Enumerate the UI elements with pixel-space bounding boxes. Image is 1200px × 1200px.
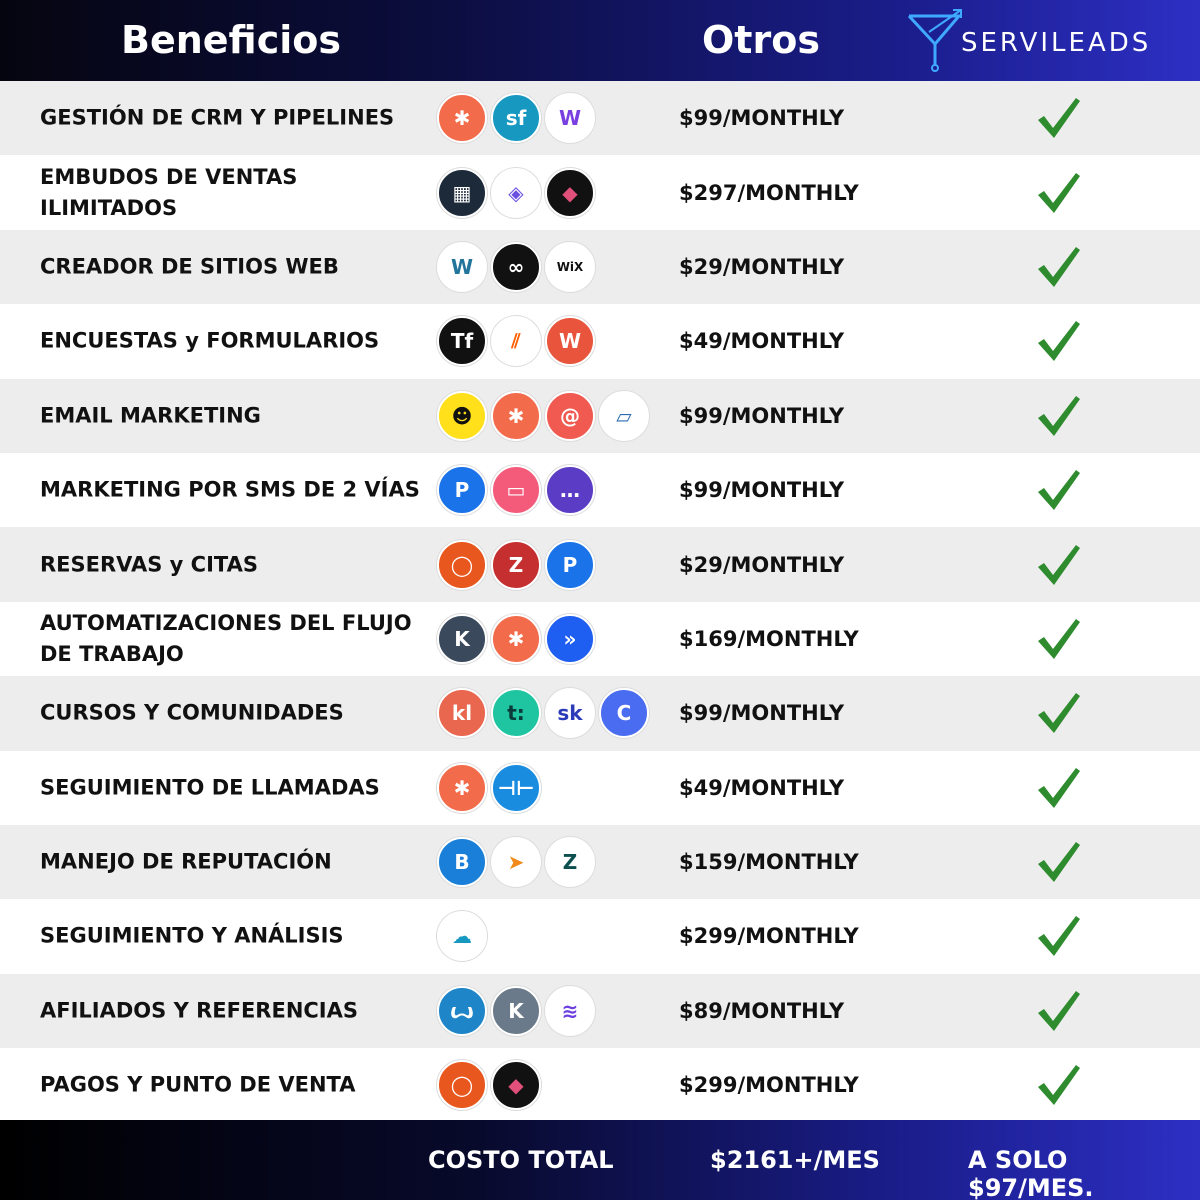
competitor-icons: [437, 465, 599, 515]
competitor-icons: [437, 837, 599, 887]
callrail-icon: ⊣⊢: [491, 763, 541, 813]
competitor-price: $49/MONTHLY: [679, 775, 845, 800]
benefit-label: EMBUDOS DE VENTAS ILIMITADOS: [40, 164, 298, 220]
competitor-price: $49/MONTHLY: [679, 329, 845, 354]
competitor-icons: [437, 168, 599, 218]
benefit-label: PAGOS Y PUNTO DE VENTA: [40, 1072, 356, 1097]
hubspot-icon: ✱: [437, 93, 487, 143]
competitor-icons: [437, 1060, 545, 1110]
table-row: [0, 304, 1200, 378]
check-icon: [1036, 468, 1082, 512]
check-icon: [1036, 96, 1082, 140]
benefit-label: SEGUIMIENTO Y ANÁLISIS: [40, 923, 344, 948]
activecampaign-arrow-icon: »: [545, 614, 595, 664]
funnel-logo-icon: [905, 8, 965, 74]
tapfiliate-icon: ꙍ: [437, 986, 487, 1036]
hubspot-icon: ✱: [491, 614, 541, 664]
competitor-price: $99/MONTHLY: [679, 478, 845, 503]
layers-icon: ◈: [491, 168, 541, 218]
podium-icon: P: [437, 465, 487, 515]
birdeye-icon: B: [437, 837, 487, 887]
promo-price: A SOLO $97/MES.: [968, 1146, 1094, 1200]
skool-icon: sk: [545, 688, 595, 738]
constant-contact-icon: @: [545, 391, 595, 441]
wordpress-icon: W: [437, 242, 487, 292]
competitor-icons: [437, 614, 599, 664]
competitor-price: $29/MONTHLY: [679, 254, 845, 279]
competitor-icons: [437, 316, 599, 366]
footer-bar: [0, 1120, 1200, 1200]
competitor-icons: [437, 93, 599, 143]
pipedrive-w-icon: W: [545, 93, 595, 143]
clickfunnels-icon: ▦: [437, 168, 487, 218]
competitor-icons: [437, 911, 491, 961]
benefit-label: GESTIÓN DE CRM Y PIPELINES: [40, 105, 395, 130]
table-row: [0, 230, 1200, 304]
benefit-label: AFILIADOS Y REFERENCIAS: [40, 998, 358, 1023]
competitor-price: $297/MONTHLY: [679, 180, 859, 205]
salesforce-cloud-icon: ☁: [437, 911, 487, 961]
competitor-price: $99/MONTHLY: [679, 403, 845, 428]
zoho-z-icon: Z: [491, 540, 541, 590]
check-icon: [1036, 394, 1082, 438]
servileads-logo: [905, 8, 1175, 74]
benefit-label: MANEJO DE REPUTACIÓN: [40, 849, 332, 874]
competitor-icons: [437, 763, 545, 813]
competitor-icons: [437, 540, 599, 590]
check-icon: [1036, 840, 1082, 884]
check-icon: [1036, 691, 1082, 735]
benefit-label: CURSOS Y COMUNIDADES: [40, 700, 344, 725]
mailchimp-icon: ☻: [437, 391, 487, 441]
activecampaign-icon: ▱: [599, 391, 649, 441]
column-title-others: Otros: [702, 18, 820, 62]
table-row: [0, 899, 1200, 973]
calendly-ring-icon: ◯: [437, 540, 487, 590]
table-row: [0, 1048, 1200, 1122]
check-icon: [1036, 543, 1082, 587]
competitor-icons: [437, 391, 653, 441]
benefit-label: ENCUESTAS y FORMULARIOS: [40, 328, 380, 353]
hubspot-icon: ✱: [437, 763, 487, 813]
table-row: [0, 676, 1200, 750]
competitor-icons: [437, 242, 599, 292]
header-bar: [0, 0, 1200, 81]
keap-icon: K: [437, 614, 487, 664]
typeform-icon: Tf: [437, 316, 487, 366]
table-row: [0, 527, 1200, 601]
check-icon: [1036, 617, 1082, 661]
total-cost-label: COSTO TOTAL: [428, 1146, 614, 1174]
table-row: [0, 81, 1200, 155]
hubspot-icon: ✱: [491, 391, 541, 441]
paper-plane-icon: ➤: [491, 837, 541, 887]
kajabi-icon: ◆: [545, 168, 595, 218]
salesforce-icon: sf: [491, 93, 541, 143]
check-icon: [1036, 171, 1082, 215]
wufoo-icon: W: [545, 316, 595, 366]
benefit-label: AUTOMATIZACIONES DEL FLUJO DE TRABAJO: [40, 610, 412, 666]
benefit-label: SEGUIMIENTO DE LLAMADAS: [40, 775, 380, 800]
check-icon: [1036, 245, 1082, 289]
benefit-label: EMAIL MARKETING: [40, 403, 261, 428]
competitor-price: $99/MONTHLY: [679, 106, 845, 131]
table-row: [0, 453, 1200, 527]
table-row: [0, 379, 1200, 453]
chat-bubbles-icon: ▭: [491, 465, 541, 515]
competitor-price: $299/MONTHLY: [679, 1073, 859, 1098]
payment-ring-icon: ◯: [437, 1060, 487, 1110]
rewardful-icon: ≋: [545, 986, 595, 1036]
check-icon: [1036, 989, 1082, 1033]
total-cost-value: $2161+/MES: [710, 1146, 880, 1174]
check-icon: [1036, 914, 1082, 958]
column-title-benefits: Beneficios: [121, 18, 342, 62]
competitor-icons: [437, 986, 599, 1036]
table-row: [0, 974, 1200, 1048]
circle-c-icon: C: [599, 688, 649, 738]
teachable-icon: t:: [491, 688, 541, 738]
competitor-price: $29/MONTHLY: [679, 552, 845, 577]
brand-name: SERVILEADS: [961, 28, 1152, 58]
squarespace-icon: ∞: [491, 242, 541, 292]
wix-icon: WiX: [545, 242, 595, 292]
table-row: [0, 751, 1200, 825]
table-row: [0, 155, 1200, 229]
competitor-price: $169/MONTHLY: [679, 626, 859, 651]
check-icon: [1036, 766, 1082, 810]
keap-icon: K: [491, 986, 541, 1036]
benefits-table: [0, 81, 1200, 1122]
check-icon: [1036, 1063, 1082, 1107]
benefit-label: CREADOR DE SITIOS WEB: [40, 254, 339, 279]
benefit-label: MARKETING POR SMS DE 2 VÍAS: [40, 477, 420, 502]
table-row: [0, 825, 1200, 899]
zendesk-icon: Z: [545, 837, 595, 887]
jotform-icon: ⫽: [491, 316, 541, 366]
klaviyo-icon: kl: [437, 688, 487, 738]
check-icon: [1036, 319, 1082, 363]
competitor-price: $299/MONTHLY: [679, 924, 859, 949]
sms-chat-icon: …: [545, 465, 595, 515]
table-row: [0, 602, 1200, 676]
competitor-price: $89/MONTHLY: [679, 998, 845, 1023]
podium-icon: P: [545, 540, 595, 590]
competitor-price: $159/MONTHLY: [679, 850, 859, 875]
competitor-icons: [437, 688, 653, 738]
benefit-label: RESERVAS y CITAS: [40, 552, 258, 577]
competitor-price: $99/MONTHLY: [679, 701, 845, 726]
kajabi-icon: ◆: [491, 1060, 541, 1110]
